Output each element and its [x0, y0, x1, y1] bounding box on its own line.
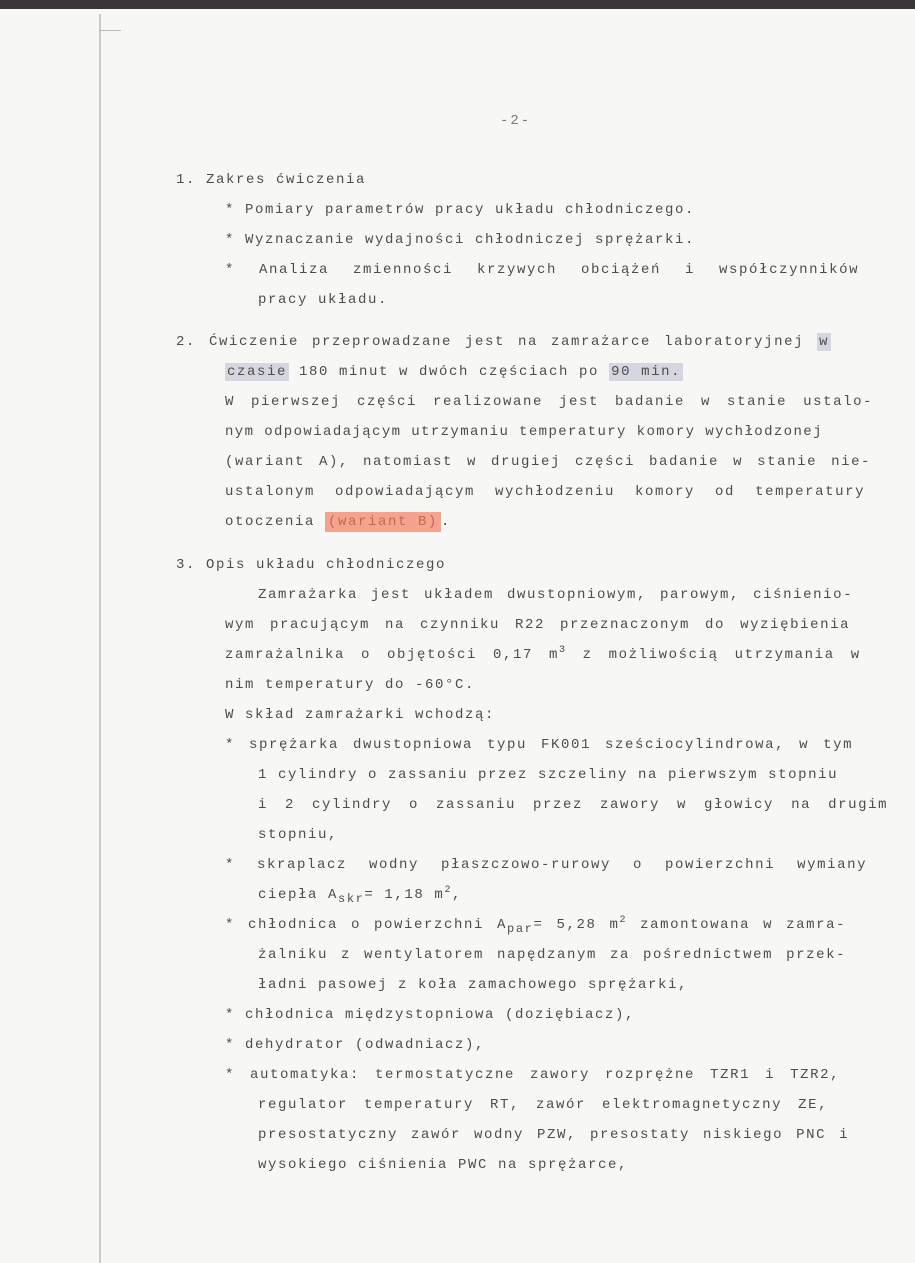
list-item: * sprężarka dwustopniowa typu FK001 sześciocylindrowa, w tym	[225, 737, 854, 753]
list-item-cont: wysokiego ciśnienia PWC na sprężarce,	[258, 1157, 629, 1173]
list-text: ,	[452, 887, 463, 903]
list-item: * dehydrator (odwadniacz),	[225, 1037, 486, 1053]
list-text: * chłodnica o powierzchni A	[225, 917, 508, 933]
section-1-item: * Wyznaczanie wydajności chłodniczej sprężarki.	[225, 232, 696, 248]
list-text: = 1,18 m	[364, 887, 445, 903]
list-item-cont: ładni pasowej z koła zamachowego sprężarki,	[258, 977, 689, 993]
section-1-heading: 1. Zakres ćwiczenia	[176, 172, 367, 188]
section-2-text: .	[441, 514, 452, 530]
section-2-line: nym odpowiadającym utrzymaniu temperatury komory wychłodzonej	[225, 424, 823, 440]
list-item-cont: 1 cylindry o zassaniu przez szczeliny na pierwszym stopniu	[258, 767, 839, 783]
section-3-text: zamrażalnika o objętości 0,17 m	[225, 647, 560, 663]
highlight-gray: 90 min.	[611, 364, 682, 380]
section-2-text: otoczenia	[225, 514, 326, 530]
section-2-line	[176, 333, 831, 351]
list-item-cont: presostatyczny zawór wodny PZW, presostaty niskiego PNC i	[258, 1127, 850, 1143]
highlight-gray: w	[819, 334, 830, 350]
section-1-item-cont: pracy układu.	[258, 292, 389, 308]
section-3-line: Zamrażarka jest układem dwustopniowym, parowym, ciśnienio-	[258, 587, 854, 603]
section-2-line: ustalonym odpowiadającym wychłodzeniu komory od temperatury	[225, 484, 866, 500]
superscript: 3	[559, 645, 567, 656]
list-item-cont: i 2 cylindry o zassaniu przez zawory w głowicy na drugim	[258, 797, 889, 813]
highlight-red: (wariant B)	[325, 512, 441, 532]
binding-mark	[99, 30, 121, 31]
list-text: zamontowana w zamra-	[627, 917, 847, 933]
list-item-cont: stopniu,	[258, 827, 339, 843]
list-text: = 5,28 m	[533, 917, 620, 933]
subscript: skr	[338, 892, 365, 906]
section-1-item: * Analiza zmienności krzywych obciążeń i współczynników	[225, 262, 860, 278]
list-item: * automatyka: termostatyczne zawory rozprężne TZR1 i TZR2,	[225, 1067, 841, 1083]
list-item: * chłodnica międzystopniowa (doziębiacz),	[225, 1007, 636, 1023]
list-item-cont	[258, 886, 462, 904]
highlight-gray: czasie	[227, 364, 288, 380]
superscript: 2	[619, 915, 628, 926]
section-2-line	[225, 513, 451, 531]
list-item-cont: regulator temperatury RT, zawór elektromagnetyczny ZE,	[258, 1097, 829, 1113]
section-1-item: * Pomiary parametrów pracy układu chłodniczego.	[225, 202, 696, 218]
list-text: ciepła A	[258, 887, 339, 903]
section-2-line: (wariant A), natomiast w drugiej części badanie w stanie nie-	[225, 454, 872, 470]
superscript: 2	[444, 885, 453, 896]
section-3-line: W skład zamrażarki wchodzą:	[225, 707, 496, 723]
section-2-line	[225, 363, 683, 381]
list-item: * skraplacz wodny płaszczowo-rurowy o powierzchni wymiany	[225, 857, 868, 873]
section-3-text: z możliwością utrzymania w	[566, 647, 861, 663]
section-2-line: W pierwszej części realizowane jest badanie w stanie ustalo-	[225, 394, 874, 410]
section-3-line	[225, 646, 861, 664]
list-item-cont: żalniku z wentylatorem napędzanym za pośrednictwem przek-	[258, 947, 847, 963]
list-item	[225, 916, 846, 934]
binding-line	[99, 14, 101, 1263]
section-3-line: nim temperatury do -60°C.	[225, 677, 476, 693]
section-2-text: 2. Ćwiczenie przeprowadzane jest na zamrażarce laboratoryjnej	[176, 334, 805, 350]
section-3-line: wym pracującym na czynniku R22 przeznaczonym do wyziębienia	[225, 617, 851, 633]
subscript: par	[507, 922, 534, 936]
section-2-text: 180 minut w dwóch częściach po	[289, 364, 610, 380]
page-number: -2-	[500, 113, 532, 129]
section-3-heading: 3. Opis układu chłodniczego	[176, 557, 447, 573]
scan-top-edge	[0, 0, 915, 9]
